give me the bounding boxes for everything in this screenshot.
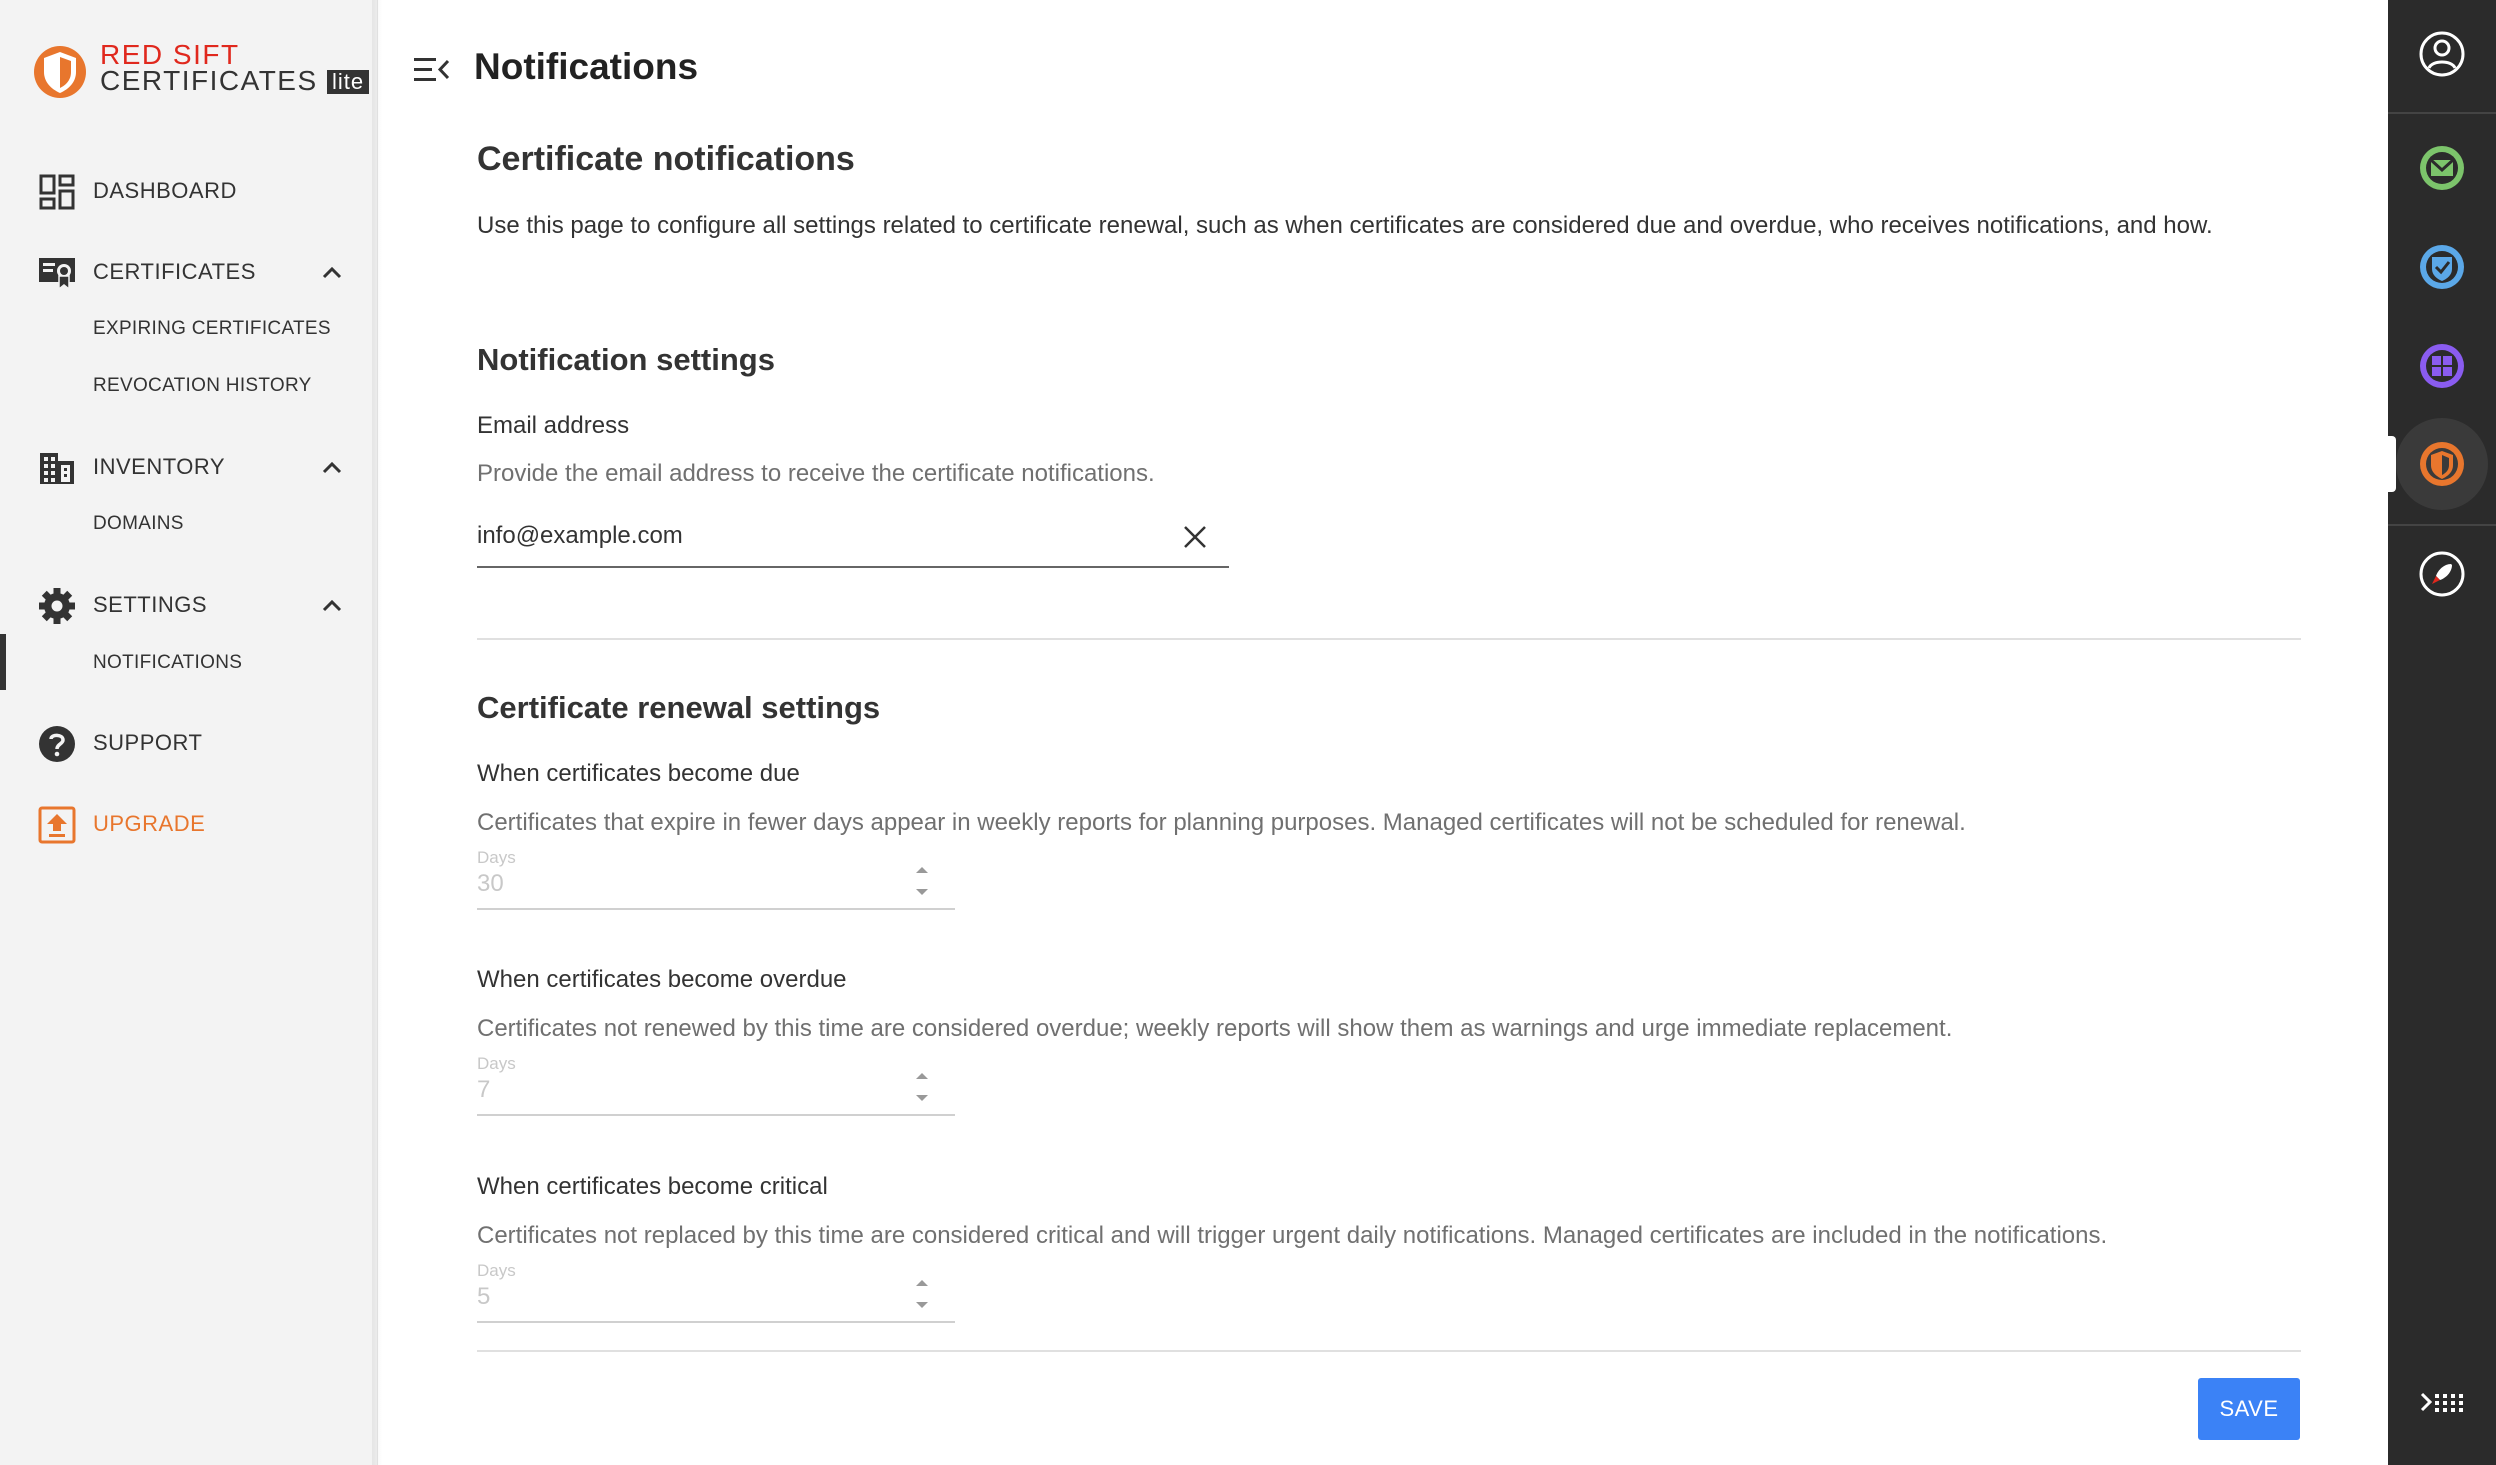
brand-name-top: RED SIFT xyxy=(100,39,240,70)
sidebar-item-support[interactable] xyxy=(0,714,378,770)
intro-text: Use this page to configure all settings related to certificate renewal, such as when certificates are considered due and overdue, who receives notifications, and how. xyxy=(477,212,2213,239)
decrement-icon[interactable] xyxy=(911,1090,933,1106)
sidebar-item-label: CERTIFICATES xyxy=(93,259,256,284)
sidebar-item-label: UPGRADE xyxy=(93,811,206,836)
sidebar-item-label: INVENTORY xyxy=(93,454,226,479)
asm-app-icon[interactable] xyxy=(2418,342,2466,390)
sidebar-item-label: DASHBOARD xyxy=(93,178,237,203)
due-days-field[interactable] xyxy=(477,848,955,910)
help-icon xyxy=(38,725,76,763)
overdue-days-field[interactable] xyxy=(477,1054,955,1116)
sidebar-shadow xyxy=(372,0,382,1465)
sidebar xyxy=(0,0,378,1465)
email-label: Email address xyxy=(477,412,630,439)
section-divider xyxy=(477,638,2301,640)
sidebar-subitem-expiring-certificates[interactable] xyxy=(0,306,378,350)
overdue-description: Certificates not renewed by this time are considered overdue; weekly reports will show them as warnings and urge immediate replacement. xyxy=(477,1015,1953,1042)
email-description: Provide the email address to receive the certificate notifications. xyxy=(477,460,1155,487)
chevron-up-icon[interactable] xyxy=(318,592,346,620)
building-icon xyxy=(38,449,76,487)
days-label: Days xyxy=(477,1261,516,1280)
due-days-value: 30 xyxy=(477,870,504,897)
sidebar-item-inventory[interactable] xyxy=(0,438,378,494)
increment-icon[interactable] xyxy=(911,1068,933,1084)
sidebar-subitem-label: REVOCATION HISTORY xyxy=(93,375,312,396)
collapse-menu-icon[interactable] xyxy=(412,52,452,88)
sidebar-subitem-revocation-history[interactable] xyxy=(0,363,378,407)
email-security-app-icon[interactable] xyxy=(2418,144,2466,192)
increment-icon[interactable] xyxy=(911,862,933,878)
critical-description: Certificates not replaced by this time are considered critical and will trigger urgent daily notifications. Managed certificates are included in the notifications. xyxy=(477,1222,2108,1249)
dashboard-icon xyxy=(38,173,76,211)
due-description: Certificates that expire in fewer days appear in weekly reports for planning purposes. Managed certificates will not be scheduled for renewal. xyxy=(477,809,1966,836)
sidebar-item-certificates[interactable] xyxy=(0,243,378,299)
rail-active-tab xyxy=(2388,436,2396,492)
user-account-icon[interactable] xyxy=(2418,30,2466,78)
form-footer-divider xyxy=(477,1350,2301,1352)
decrement-icon[interactable] xyxy=(911,1297,933,1313)
increment-icon[interactable] xyxy=(911,1275,933,1291)
section-title: Certificate notifications xyxy=(477,140,855,178)
save-button[interactable]: SAVE xyxy=(2198,1378,2300,1440)
sidebar-item-dashboard[interactable] xyxy=(0,162,378,218)
due-label: When certificates become due xyxy=(477,760,800,787)
days-label: Days xyxy=(477,1054,516,1073)
app-switcher-rail xyxy=(2388,0,2496,1465)
chevron-up-icon[interactable] xyxy=(318,259,346,287)
sidebar-subitem-label: DOMAINS xyxy=(93,513,184,534)
sidebar-subitem-notifications[interactable] xyxy=(0,640,378,684)
brand-logo[interactable] xyxy=(34,39,365,100)
overdue-label: When certificates become overdue xyxy=(477,966,847,993)
sidebar-subitem-label: EXPIRING CERTIFICATES xyxy=(93,318,331,339)
lite-badge: lite xyxy=(327,70,369,94)
upgrade-icon xyxy=(38,806,76,844)
overdue-days-value: 7 xyxy=(477,1076,491,1103)
page-title: Notifications xyxy=(474,46,699,87)
sidebar-item-settings[interactable] xyxy=(0,576,378,632)
sidebar-item-label: SETTINGS xyxy=(93,592,208,617)
sidebar-item-upgrade[interactable] xyxy=(0,795,378,851)
sidebar-item-label: SUPPORT xyxy=(93,730,203,755)
sidebar-subitem-label: NOTIFICATIONS xyxy=(93,652,243,673)
app-grid-icon[interactable] xyxy=(2418,1380,2466,1428)
chevron-up-icon[interactable] xyxy=(318,454,346,482)
launch-rocket-icon[interactable] xyxy=(2418,550,2466,598)
main-content xyxy=(382,0,2388,1465)
critical-days-value: 5 xyxy=(477,1283,491,1310)
rail-divider xyxy=(2388,524,2496,526)
email-input[interactable] xyxy=(477,518,1157,554)
certificate-icon xyxy=(38,254,76,292)
rail-divider xyxy=(2388,112,2496,114)
email-field xyxy=(477,508,1229,568)
renewal-settings-title: Certificate renewal settings xyxy=(477,690,881,725)
brand-trust-app-icon[interactable] xyxy=(2418,243,2466,291)
notification-settings-title: Notification settings xyxy=(477,342,775,377)
critical-days-field[interactable] xyxy=(477,1261,955,1323)
red-sift-shield-logo-icon xyxy=(34,42,88,100)
decrement-icon[interactable] xyxy=(911,884,933,900)
days-label: Days xyxy=(477,848,516,867)
clear-icon[interactable] xyxy=(1180,522,1210,552)
critical-label: When certificates become critical xyxy=(477,1173,828,1200)
sidebar-subitem-domains[interactable] xyxy=(0,501,378,545)
brand-name-bottom: CERTIFICATES xyxy=(100,65,318,96)
certificates-app-icon[interactable] xyxy=(2418,440,2466,488)
gear-icon xyxy=(38,587,76,625)
